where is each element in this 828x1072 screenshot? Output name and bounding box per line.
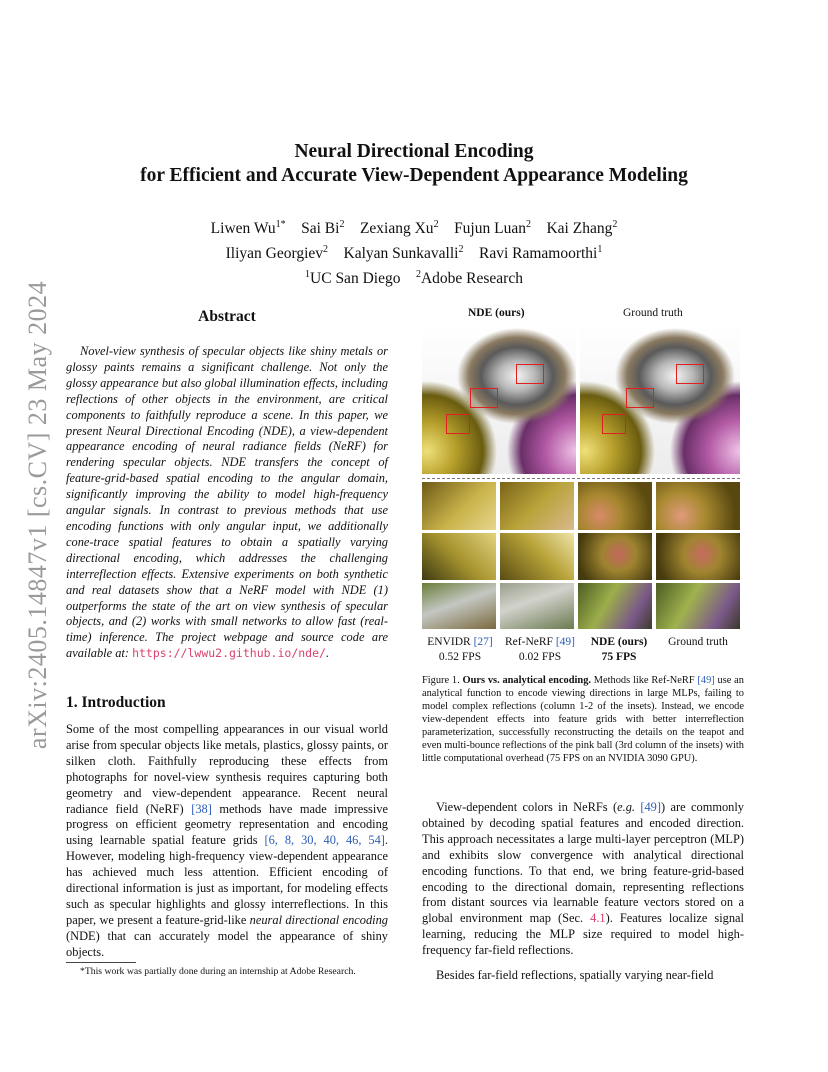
author-sup: 2	[339, 219, 345, 230]
paper-title	[0, 140, 828, 188]
column-name: Ref-NeRF	[505, 636, 556, 648]
author-name: Fujun Luan	[454, 220, 526, 238]
intro-text: Some of the most compelling appearances in our visual world arise from specular objects like metals, plastics, glossy paints, or silken cloth. Faithfully reproducing these effects from photographs for novel-view synthesis requires capturing both geometry and view-dependent appearance. Recent neural radiance field (NeRF)	[66, 722, 388, 816]
author-sup: 1*	[275, 219, 286, 230]
ground-truth-teapot-image	[580, 326, 740, 474]
author-name: Kalyan Sunkavalli	[343, 245, 459, 263]
ours-teapot-image	[422, 326, 576, 474]
author-block	[0, 214, 828, 289]
inset-nde-row3	[578, 583, 652, 629]
inset-refnerf-row2	[500, 533, 574, 580]
inset-refnerf-row1	[500, 482, 574, 530]
intro-italic: neural directional encoding	[249, 912, 388, 927]
citation-link[interactable]: [49]	[640, 800, 662, 814]
column-label-gt	[656, 635, 740, 650]
author-name: Sai Bi	[301, 220, 340, 238]
author-line-2	[0, 239, 828, 264]
column-name: NDE (ours)	[590, 636, 648, 648]
abstract-end: .	[325, 646, 330, 661]
caption-prefix: Figure 1.	[422, 675, 463, 686]
right-column-body	[422, 800, 744, 984]
inset-nde-row2	[578, 533, 652, 580]
abstract-text: Novel-view synthesis of specular objects like shiny metals or glossy paints remains a significant challenge. Not only the glossy appearance but also global illumination effects, including reflections of other objects in the environment, are critical components to faithfully reproduce a scene. In this paper, we present Neural Directional Encoding (NDE), a view-dependent appearance encoding of neural radiance fields (NeRF) for rendering specular objects. NDE transfers the concept of feature-grid-based spatial encoding to the angular domain, significantly improving the ability to model high-frequency angular signals. In contrast to previous methods that use encoding functions with only angular input, we additionally cone-trace spatial features to obtain a spatially varying directional encoding, which addresses the challenging interreflection effects. Extensive experiments on both synthetic and real datasets show that a NeRF model with NDE (1) outperforms the state of the art on view synthesis of specular objects, and (2) works with small networks to allow fast (real-time) inference. The project webpage and source code are available at:	[66, 344, 388, 661]
author-name: Zexiang Xu	[359, 220, 434, 238]
body-text: ) are commonly obtained by decoding spatial features and encoded direction. This approach necessitates a large multi-layer perceptron (MLP) and exhibits slow convergence with analytical directional encoding functions. To that end, we bring feature-grid-based encoding to the directional domain, representing reflections from distant sources via learnable feature vectors stored on a global environment map (Sec.	[422, 800, 745, 926]
intro-heading: 1. Introduction	[66, 694, 166, 711]
column-name: Ground truth	[668, 636, 728, 648]
author-name: Kai Zhang	[546, 220, 613, 238]
author-name: Liwen Wu	[210, 220, 276, 238]
arxiv-sidebar	[18, 265, 58, 765]
caption-title: Ours vs. analytical encoding.	[462, 675, 591, 686]
abstract-heading: Abstract	[198, 308, 256, 325]
inset-marker	[516, 364, 544, 384]
inset-marker	[602, 414, 626, 434]
author-sup: 2	[323, 244, 329, 256]
section-link[interactable]: 4.1	[590, 911, 606, 926]
author-sup: 2	[612, 219, 618, 230]
inset-nde-row1	[578, 482, 652, 530]
footnote-text: *This work was partially done during an internship at Adobe Research.	[80, 966, 356, 977]
title-line-2: for Efficient and Accurate View-Dependent Appearance Modeling	[140, 165, 688, 186]
inset-refnerf-row3	[500, 583, 574, 629]
inset-envidr-row2	[422, 533, 496, 580]
body-text: ). Features localize signal learning, reducing the MLP size required to model high-frequency far-field reflections.	[422, 911, 744, 958]
caption-text: use an analytical function to encode viewing directions in large MLPs, failing to model complex reflections (column 1-2 of the insets). Instead, we encode view-dependent effects into feature grids with better interreflection parameterization, successfully reconstructing the details on the teapot and even multi-bounce reflections of the pink ball (3rd column of the insets) with little computational overhead (75 FPS on an NVIDIA 3090 GPU).	[422, 675, 744, 764]
figure-separator	[422, 478, 740, 479]
inset-envidr-row3	[422, 583, 496, 629]
inset-marker	[626, 388, 654, 408]
column-label-refnerf	[500, 635, 580, 665]
intro-text: methods have made impressive progress on efficient geometry representation and encoding using learnable spatial feature grids	[66, 801, 388, 848]
body-text: View-dependent colors in NeRFs (	[436, 800, 618, 814]
fps-value: 0.52 FPS	[438, 651, 482, 663]
column-label-nde	[582, 635, 656, 665]
footnote	[66, 966, 388, 978]
figure-label-ours: NDE (ours)	[468, 307, 525, 319]
inset-gt-row1	[656, 482, 740, 530]
author-sup: 2	[525, 219, 531, 230]
author-name: Ravi Ramamoorthi	[478, 245, 598, 263]
column-label-envidr	[418, 635, 502, 665]
inset-marker	[446, 414, 470, 434]
intro-text: . However, modeling high-frequency view-dependent appearance has achieved much less attention. Efficient encoding of directional information is just as important, for modeling effects such as specular highlights and glossy interreflections. In this paper, we present a feature-grid-like	[66, 833, 388, 927]
affiliations	[0, 264, 828, 289]
citation-link[interactable]: [6, 8, 30, 40, 46, 54]	[264, 833, 385, 848]
inset-gt-row2	[656, 533, 740, 580]
body-italic: e.g.	[617, 800, 635, 814]
affil-sup: 2	[415, 269, 421, 281]
column-name: ENVIDR	[427, 636, 474, 648]
inset-marker	[676, 364, 704, 384]
body-text: Besides far-field reflections, spatially varying near-field	[436, 968, 714, 983]
affil-sup: 1	[305, 269, 311, 281]
author-name: Iliyan Georgiev	[225, 245, 324, 263]
arxiv-id: arXiv:2405.14847v1 [cs.CV] 23 May 2024	[23, 280, 52, 750]
inset-gt-row3	[656, 583, 740, 629]
project-link[interactable]: https://lwwu2.github.io/nde/	[132, 646, 326, 661]
citation-link[interactable]: [38]	[191, 801, 212, 816]
intro-text: (NDE) that can accurately model the appearance of shiny objects.	[66, 928, 388, 959]
author-sup: 2	[458, 244, 464, 256]
inset-envidr-row1	[422, 482, 496, 530]
citation-link[interactable]: [27]	[473, 636, 493, 648]
fps-value: 0.02 FPS	[518, 651, 562, 663]
author-sup: 1	[597, 244, 603, 256]
caption-text: Methods like Ref-NeRF	[591, 675, 698, 686]
title-line-1: Neural Directional Encoding	[294, 141, 534, 162]
intro-body	[66, 722, 388, 961]
figure-label-gt: Ground truth	[623, 307, 683, 319]
footnote-rule	[66, 962, 136, 963]
fps-value: 75 FPS	[601, 651, 637, 663]
affiliation-1: UC San Diego	[310, 270, 401, 288]
author-sup: 2	[433, 219, 439, 230]
inset-marker	[470, 388, 498, 408]
abstract-body	[66, 344, 388, 662]
citation-link[interactable]: [49]	[555, 636, 575, 648]
figure-caption	[422, 674, 744, 765]
author-line-1	[0, 214, 828, 239]
affiliation-2: Adobe Research	[420, 270, 523, 288]
citation-link[interactable]: [49]	[697, 675, 715, 686]
